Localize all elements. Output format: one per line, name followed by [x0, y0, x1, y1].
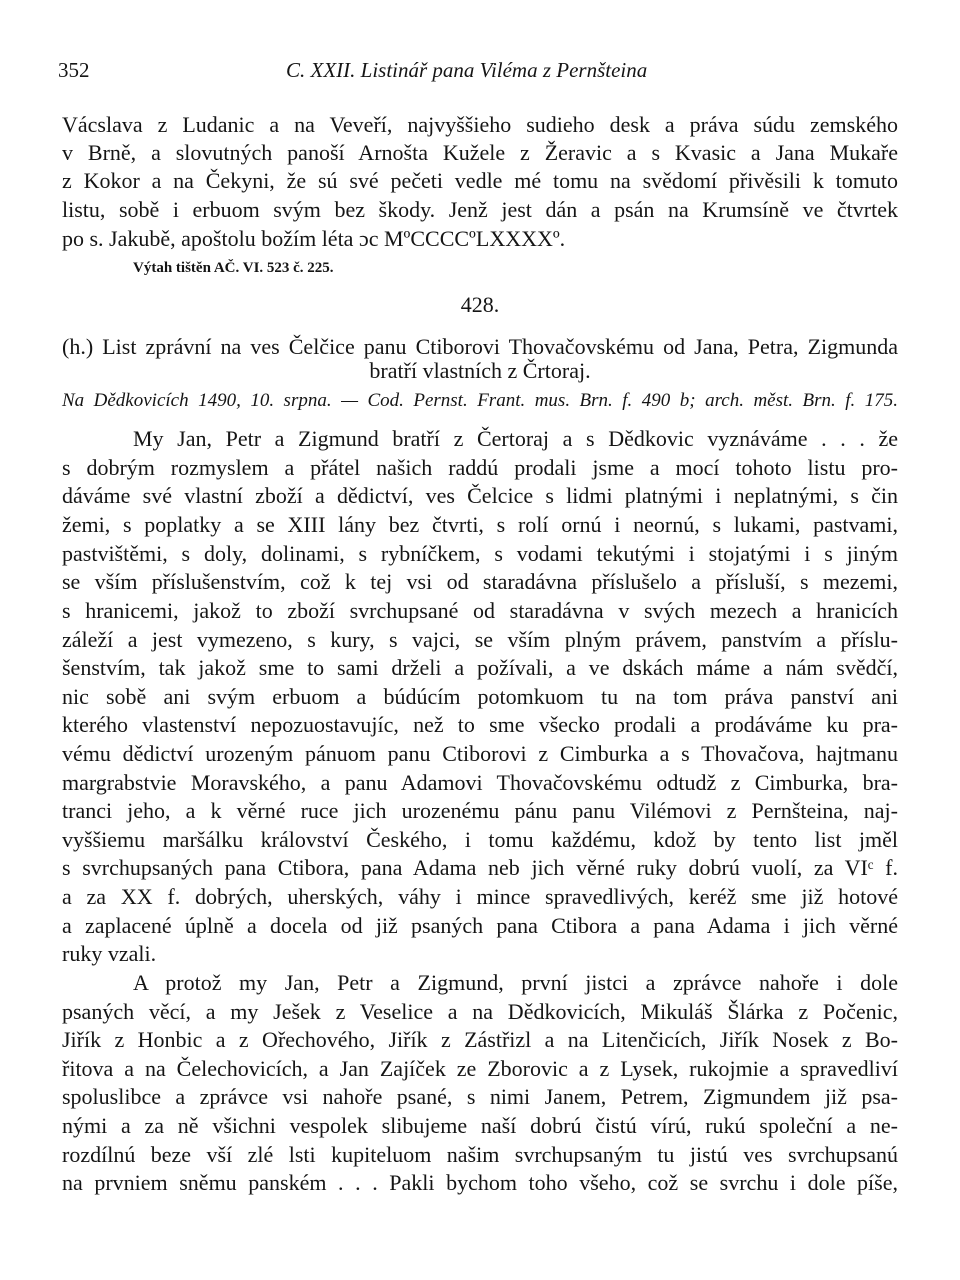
document-number: 428.: [460, 292, 500, 317]
text-line: Vácslava z Ludanic a na Veveří, najvyššieho sudieho desk a práva súdu zemského: [62, 112, 898, 137]
text-line: A protož my Jan, Petr a Zigmund, první jistci a zprávce nahoře i dole: [133, 970, 898, 995]
text-line: a zaplacené úplně a docela od již psaných pana Ctibora a pana Adama i jich věrné: [62, 913, 898, 938]
text-line: s svrchupsaných pana Ctibora, pana Adama neb jich věrné ruky dobrú vuolí, za VIᶜ f.: [62, 855, 898, 880]
text-line: pastvištěmi, s doly, dolinami, s rybníčkem, s vodami tekutými i stojatými i s jiným: [62, 541, 898, 566]
text-line: na prvniem sněmu panském . . . Pakli bychom toho všeho, což se svrchu i dole píše,: [62, 1170, 898, 1195]
text-line: rozdílnú beze vší zlé lsti kupiteluom našim svrchupsaným tu jistú ves svrchupsanú: [62, 1142, 898, 1167]
text-line: nými a za ně všichni vespolek slibujeme naší dobrú čistú vírú, rukú společní a ne-: [62, 1113, 898, 1138]
text-line: My Jan, Petr a Zigmund bratří z Čertoraj a s Dědkovic vyznáváme . . . že: [133, 426, 898, 451]
text-line: ruky vzali.: [62, 941, 157, 966]
text-line: s hranicemi, jakož to zboží svrchupsané od staradávna v svých mezech a hranicích: [62, 598, 898, 623]
text-line: listu, sobě i erbuom svým bez škody. Jenž jest dán a psán na Krumsíně ve čtvrtek: [62, 197, 898, 222]
text-line: Jiřík z Honbic a z Ořechového, Jiřík z Zástřizl a na Litenčicích, Jiřík Nosek z Bo-: [62, 1027, 898, 1052]
text-line: z Kokor a na Čekyni, že sú své pečeti vedle mé tomu na svědomí přivěsili k tomuto: [62, 168, 898, 193]
text-line: po s. Jakubě, apoštolu božím léta ɔc MºCCCCºLXXXXº.: [62, 226, 566, 251]
text-line: s dobrým rozmyslem a přátel našich raddú prodali jsme a mocí tohoto listu pro-: [62, 455, 898, 480]
text-line: záleží a jest vymezeno, s kury, s vajci, se vším plným právem, panstvím a příslu-: [62, 627, 898, 652]
text-line: žemi, s poplatky a se XIII lány bez čtvrti, s rolí ornú i neornú, s lukami, pastvami,: [62, 512, 898, 537]
text-line: se vším příslušenstvím, což k tej vsi od staradávna příslušelo a přísluší, s mezemi,: [62, 569, 898, 594]
heading-line: (h.) List zprávní na ves Čelčice panu Ctiborovi Thovačovskému od Jana, Petra, Zigmunda: [62, 334, 898, 359]
text-line: nic sobě ani svým erbuom a búdúcím potomkuom tu na tom práva panství ani: [62, 684, 898, 709]
source-line: Na Dědkovicích 1490, 10. srpna. — Cod. Pernst. Frant. mus. Brn. f. 490 b; arch. měst. Brn. f. 175.: [62, 390, 898, 411]
text-line: vému dědictví urozeným pánuom panu Ctiborovi z Cimburka a s Thovačova, hajtmanu: [62, 741, 898, 766]
text-line: kterého vlastenství nepozuostavujíc, než to sme všecko prodali a prodáváme ku pra-: [62, 712, 898, 737]
print-note: Výtah tištěn AČ. VI. 523 č. 225.: [133, 260, 334, 276]
heading-line: bratří vlastních z Črtoraj.: [369, 358, 591, 383]
text-line: dáváme své vlastní zboží a dědictví, ves Čelcice s lidmi platnými i neplatnými, s čin: [62, 483, 898, 508]
page-header: [58, 58, 898, 88]
text-line: margrabstvie Moravského, a panu Adamovi Thovačovskému odtudž z Cimburka, bra-: [62, 770, 898, 795]
text-line: šenstvím, tak jakož sme to sami drželi a požívali, a ve dskách máme a nám svědčí,: [62, 655, 898, 680]
text-line: v Brně, a slovutných panoší Arnošta Kužele z Žeravic a s Kvasic a Jana Mukaře: [62, 140, 898, 165]
text-line: řitova a na Čelechovicích, a Jan Zajíček ze Zborovic a z Lysek, rukojmie a spravedliví: [62, 1056, 898, 1081]
running-head: C. XXII. Listinář pana Viléma z Pernšteina: [286, 58, 648, 82]
page-number: 352: [58, 58, 90, 82]
text-line: a za XX f. dobrých, uherských, váhy i mince spravedlivých, keréž sme již hotové: [62, 884, 898, 909]
text-line: vyššiemu maršálku království Českého, i tomu každému, kdož by tento list jměl: [62, 827, 898, 852]
text-line: spoluslibce a zprávce vsi nahoře psané, s nimi Janem, Petrem, Zigmundem již psa-: [62, 1084, 898, 1109]
text-line: tranci jeho, a k věrné ruce jich urozenému pánu panu Vilémovi z Pernšteina, naj-: [62, 798, 898, 823]
text-line: psaných věcí, a my Ješek z Veselice a na Dědkovicích, Mikuláš Šlárka z Počenic,: [62, 999, 898, 1024]
